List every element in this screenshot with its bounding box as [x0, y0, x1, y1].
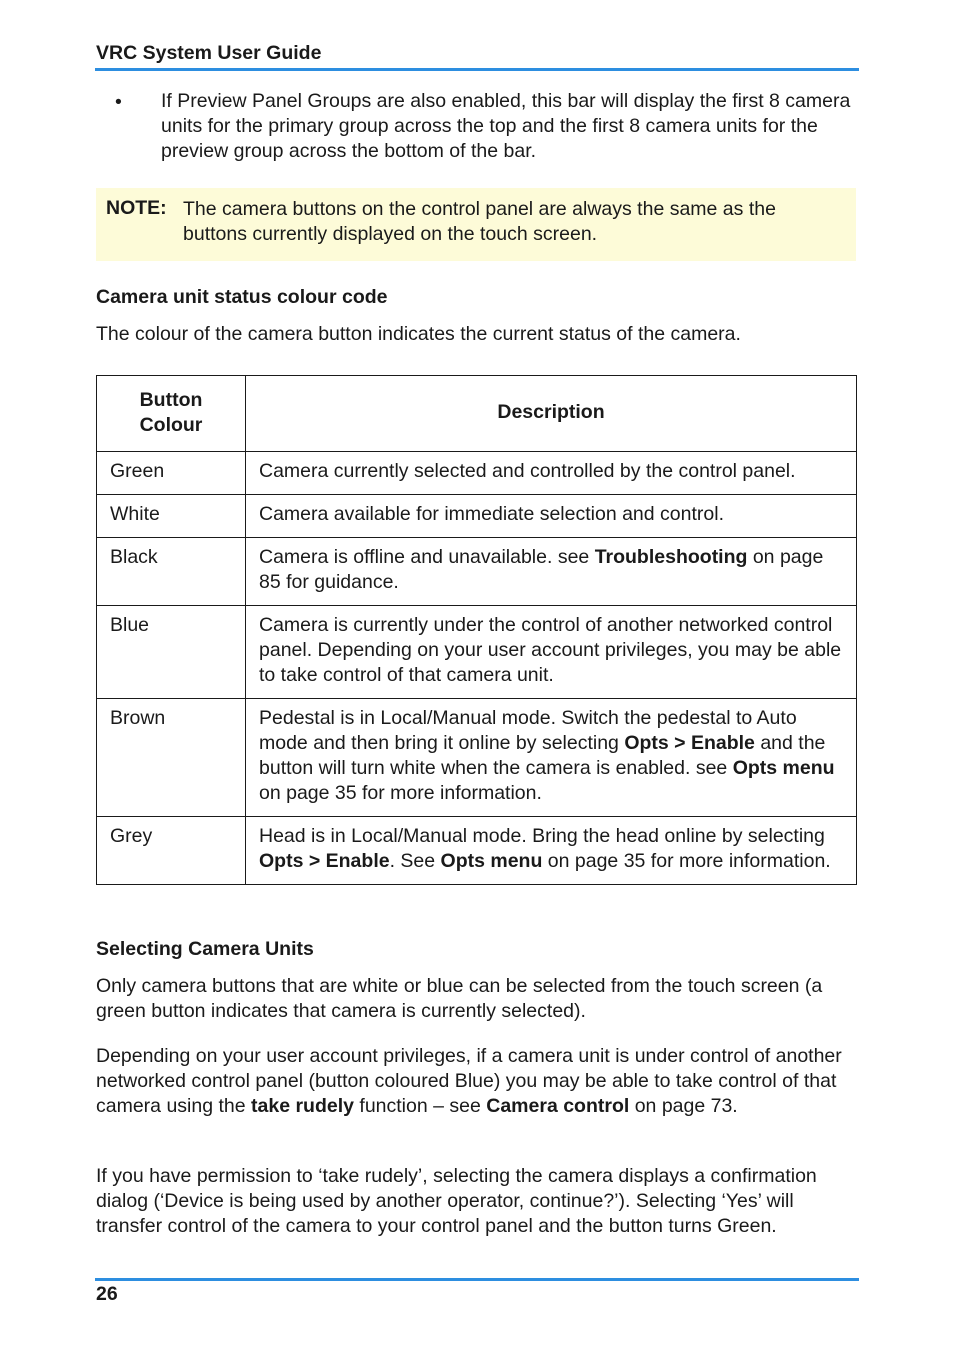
description-run: on page 85 for guidance. — [259, 546, 824, 593]
table-cell-description — [246, 452, 857, 495]
description-run: Head is in Local/Manual mode. Bring the head online by selecting — [259, 825, 825, 847]
table-header-description: Description — [246, 376, 857, 452]
description-run: Camera available for immediate selection and control. — [259, 503, 724, 525]
table-cell-description — [246, 699, 857, 817]
bullet-marker: • — [115, 91, 122, 113]
description-run: and the button will turn white when the camera is enabled. see — [259, 732, 826, 779]
table-row — [97, 606, 857, 699]
bullet-text: If Preview Panel Groups are also enabled, this bar will display the first 8 camera units for the primary group across the top and the first 8 camera units for the preview group across the bottom of the bar. — [161, 90, 851, 162]
description-run: Opts menu — [440, 850, 543, 872]
table-row — [97, 699, 857, 817]
section-heading-status-colour: Camera unit status colour code — [96, 286, 388, 308]
description-run: on page 35 for more information. — [542, 850, 831, 872]
description-run: Opts > Enable — [624, 732, 755, 754]
table-row — [97, 817, 857, 885]
table-header-colour: Button Colour — [97, 376, 246, 452]
table-cell-colour: Green — [97, 452, 246, 495]
paragraph-confirmation-dialog: If you have permission to ‘take rudely’, selecting the camera displays a confirmation dialog (‘Device is being used by another operator, continue?’). Selecting ‘Yes’ will transfer control of the camera to your control panel and the button turns Green. — [96, 1165, 817, 1237]
note-label: NOTE: — [106, 197, 167, 219]
description-run: . See — [389, 850, 441, 872]
description-run: Opts > Enable — [259, 850, 390, 872]
table-cell-description — [246, 606, 857, 699]
footer-rule — [95, 1278, 859, 1281]
paragraph-selectable-buttons: Only camera buttons that are white or blue can be selected from the touch screen (a green button indicates that camera is currently selected). — [96, 975, 823, 1022]
table-row — [97, 538, 857, 606]
paragraph-run: take rudely — [251, 1095, 354, 1117]
description-run: Camera is offline and unavailable. see — [259, 546, 595, 568]
description-run: on page 35 for more information. — [259, 782, 542, 804]
note-text: The camera buttons on the control panel are always the same as the buttons currently displayed on the touch screen. — [183, 198, 776, 245]
paragraph-take-rudely — [96, 1044, 858, 1119]
table-cell-description — [246, 495, 857, 538]
document-header-title: VRC System User Guide — [96, 42, 322, 64]
section-intro-text: The colour of the camera button indicates the current status of the camera. — [96, 323, 741, 345]
table-cell-colour: White — [97, 495, 246, 538]
table-cell-colour: Grey — [97, 817, 246, 885]
table-cell-description — [246, 538, 857, 606]
paragraph-run: Depending on your user account privileges, if a camera unit is under control of another networked control panel (button coloured Blue) you may be able to take control of that camera using the — [96, 1045, 842, 1117]
table-cell-description — [246, 817, 857, 885]
section-heading-selecting-cameras: Selecting Camera Units — [96, 938, 314, 960]
description-run: Camera is currently under the control of another networked control panel. Depending on your user account privileges, you may be able to take control of that camera unit. — [259, 614, 842, 686]
table-cell-colour: Blue — [97, 606, 246, 699]
table-header-row — [97, 376, 857, 452]
table-row — [97, 452, 857, 495]
header-rule — [95, 68, 859, 71]
table-row — [97, 495, 857, 538]
description-run: Troubleshooting — [594, 546, 748, 568]
paragraph-run: Camera control — [486, 1095, 630, 1117]
description-run: Camera currently selected and controlled by the control panel. — [259, 460, 796, 482]
table-cell-colour: Brown — [97, 699, 246, 817]
page-number: 26 — [96, 1283, 118, 1305]
paragraph-run: on page 73. — [629, 1095, 738, 1117]
description-run: Pedestal is in Local/Manual mode. Switch the pedestal to Auto mode and then bring it online by selecting — [259, 707, 797, 754]
table-cell-colour: Black — [97, 538, 246, 606]
status-colour-table — [96, 375, 857, 885]
paragraph-run: function – see — [353, 1095, 487, 1117]
description-run: Opts menu — [732, 757, 835, 779]
